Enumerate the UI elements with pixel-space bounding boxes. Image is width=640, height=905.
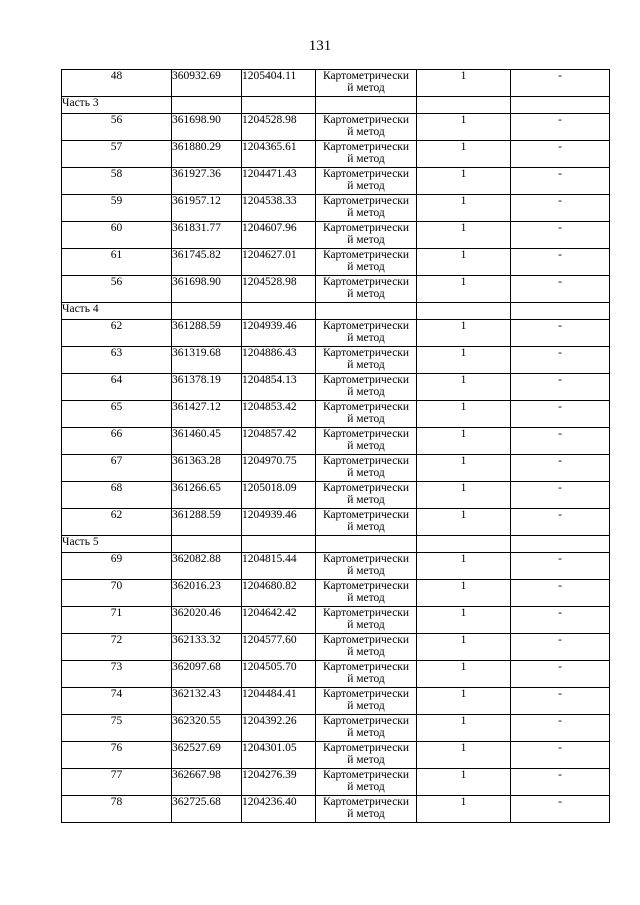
method-cell [316, 141, 417, 168]
point-row [62, 168, 610, 195]
description-cell: - [511, 70, 610, 97]
accuracy-cell: 1 [417, 114, 511, 141]
accuracy-cell: 1 [417, 455, 511, 482]
x-coordinate: 360932.69 [172, 70, 242, 97]
method-cell [316, 553, 417, 580]
empty-cell [417, 97, 511, 114]
empty-cell [316, 303, 417, 320]
x-coordinate: 361427.12 [172, 401, 242, 428]
accuracy-cell: 1 [417, 769, 511, 796]
method-text-line: й метод [347, 153, 385, 165]
point-number: 59 [62, 195, 172, 222]
accuracy-cell: 1 [417, 742, 511, 769]
point-number: 62 [62, 509, 172, 536]
point-number: 65 [62, 401, 172, 428]
description-cell: - [511, 249, 610, 276]
method-cell [316, 661, 417, 688]
accuracy-cell: 1 [417, 553, 511, 580]
point-number: 76 [62, 742, 172, 769]
method-cell [316, 769, 417, 796]
description-cell: - [511, 634, 610, 661]
accuracy-cell: 1 [417, 347, 511, 374]
accuracy-cell: 1 [417, 276, 511, 303]
point-number: 58 [62, 168, 172, 195]
part-label: Часть 5 [62, 536, 172, 553]
accuracy-cell: 1 [417, 428, 511, 455]
point-row [62, 320, 610, 347]
description-cell: - [511, 742, 610, 769]
description-cell: - [511, 796, 610, 823]
point-number: 78 [62, 796, 172, 823]
x-coordinate: 362667.98 [172, 769, 242, 796]
x-coordinate: 361363.28 [172, 455, 242, 482]
point-row [62, 580, 610, 607]
method-text-line: й метод [347, 467, 385, 479]
point-row [62, 634, 610, 661]
accuracy-cell: 1 [417, 607, 511, 634]
point-row [62, 114, 610, 141]
point-row [62, 509, 610, 536]
part-header-row [62, 303, 610, 320]
method-text-line: й метод [347, 207, 385, 219]
accuracy-cell: 1 [417, 580, 511, 607]
point-row [62, 222, 610, 249]
point-number: 74 [62, 688, 172, 715]
empty-cell [316, 97, 417, 114]
y-coordinate: 1204854.13 [242, 374, 316, 401]
empty-cell [417, 303, 511, 320]
description-cell: - [511, 222, 610, 249]
y-coordinate: 1204642.42 [242, 607, 316, 634]
empty-cell [316, 536, 417, 553]
method-text-line: й метод [347, 727, 385, 739]
method-cell [316, 374, 417, 401]
y-coordinate: 1204939.46 [242, 320, 316, 347]
x-coordinate: 361288.59 [172, 509, 242, 536]
point-row [62, 374, 610, 401]
method-text-line: Картометрически [322, 742, 410, 754]
empty-cell [172, 536, 242, 553]
method-text-line: й метод [347, 781, 385, 793]
point-row [62, 688, 610, 715]
y-coordinate: 1205018.09 [242, 482, 316, 509]
point-row [62, 661, 610, 688]
method-cell [316, 482, 417, 509]
accuracy-cell: 1 [417, 70, 511, 97]
method-text-line: Картометрически [322, 347, 410, 359]
x-coordinate: 361698.90 [172, 114, 242, 141]
part-header-row [62, 536, 610, 553]
x-coordinate: 362020.46 [172, 607, 242, 634]
empty-cell [172, 303, 242, 320]
empty-cell [511, 97, 610, 114]
accuracy-cell: 1 [417, 141, 511, 168]
method-cell [316, 347, 417, 374]
description-cell: - [511, 168, 610, 195]
x-coordinate: 361319.68 [172, 347, 242, 374]
y-coordinate: 1204939.46 [242, 509, 316, 536]
empty-cell [242, 536, 316, 553]
y-coordinate: 1204680.82 [242, 580, 316, 607]
point-row [62, 276, 610, 303]
point-row [62, 141, 610, 168]
point-number: 60 [62, 222, 172, 249]
x-coordinate: 362725.68 [172, 796, 242, 823]
description-cell: - [511, 769, 610, 796]
method-text-line: й метод [347, 592, 385, 604]
method-text-line: Картометрически [322, 688, 410, 700]
method-cell [316, 401, 417, 428]
point-number: 71 [62, 607, 172, 634]
x-coordinate: 362320.55 [172, 715, 242, 742]
description-cell: - [511, 661, 610, 688]
method-cell [316, 715, 417, 742]
point-row [62, 607, 610, 634]
method-text-line: й метод [347, 180, 385, 192]
y-coordinate: 1204236.40 [242, 796, 316, 823]
accuracy-cell: 1 [417, 634, 511, 661]
point-row [62, 796, 610, 823]
method-text-line: Картометрически [322, 320, 410, 332]
method-text-line: Картометрически [322, 455, 410, 467]
accuracy-cell: 1 [417, 195, 511, 222]
accuracy-cell: 1 [417, 168, 511, 195]
description-cell: - [511, 509, 610, 536]
empty-cell [172, 97, 242, 114]
point-row [62, 347, 610, 374]
y-coordinate: 1204577.60 [242, 634, 316, 661]
description-cell: - [511, 553, 610, 580]
method-text-line: й метод [347, 126, 385, 138]
point-row [62, 482, 610, 509]
x-coordinate: 361957.12 [172, 195, 242, 222]
y-coordinate: 1204392.26 [242, 715, 316, 742]
method-text-line: й метод [347, 754, 385, 766]
method-text-line: й метод [347, 808, 385, 820]
empty-cell [242, 303, 316, 320]
y-coordinate: 1204857.42 [242, 428, 316, 455]
method-text-line: й метод [347, 261, 385, 273]
method-text-line: Картометрически [322, 374, 410, 386]
empty-cell [511, 536, 610, 553]
method-text-line: й метод [347, 646, 385, 658]
coordinates-table [61, 69, 610, 823]
method-text-line: й метод [347, 565, 385, 577]
method-cell [316, 276, 417, 303]
point-number: 77 [62, 769, 172, 796]
description-cell: - [511, 428, 610, 455]
point-row [62, 742, 610, 769]
method-text-line: й метод [347, 440, 385, 452]
point-number: 56 [62, 276, 172, 303]
point-row [62, 553, 610, 580]
x-coordinate: 362016.23 [172, 580, 242, 607]
point-number: 70 [62, 580, 172, 607]
accuracy-cell: 1 [417, 661, 511, 688]
method-text-line: Картометрически [322, 222, 410, 234]
point-row [62, 195, 610, 222]
method-cell [316, 168, 417, 195]
x-coordinate: 361378.19 [172, 374, 242, 401]
accuracy-cell: 1 [417, 401, 511, 428]
point-row [62, 70, 610, 97]
point-number: 61 [62, 249, 172, 276]
method-cell [316, 580, 417, 607]
description-cell: - [511, 195, 610, 222]
method-text-line: Картометрически [322, 769, 410, 781]
accuracy-cell: 1 [417, 320, 511, 347]
y-coordinate: 1204365.61 [242, 141, 316, 168]
point-row [62, 715, 610, 742]
part-label: Часть 3 [62, 97, 172, 114]
method-cell [316, 114, 417, 141]
accuracy-cell: 1 [417, 509, 511, 536]
point-row [62, 428, 610, 455]
x-coordinate: 361266.65 [172, 482, 242, 509]
description-cell: - [511, 401, 610, 428]
point-row [62, 455, 610, 482]
point-number: 75 [62, 715, 172, 742]
description-cell: - [511, 688, 610, 715]
page-number: 131 [308, 38, 332, 54]
method-cell [316, 428, 417, 455]
point-number: 63 [62, 347, 172, 374]
description-cell: - [511, 320, 610, 347]
method-text-line: Картометрически [322, 715, 410, 727]
y-coordinate: 1204970.75 [242, 455, 316, 482]
method-cell [316, 688, 417, 715]
method-cell [316, 742, 417, 769]
method-cell [316, 249, 417, 276]
method-cell [316, 70, 417, 97]
y-coordinate: 1204538.33 [242, 195, 316, 222]
point-number: 64 [62, 374, 172, 401]
y-coordinate: 1204528.98 [242, 114, 316, 141]
method-text-line: й метод [347, 386, 385, 398]
y-coordinate: 1204528.98 [242, 276, 316, 303]
method-text-line: Картометрически [322, 580, 410, 592]
accuracy-cell: 1 [417, 796, 511, 823]
method-text-line: Картометрически [322, 70, 410, 82]
description-cell: - [511, 715, 610, 742]
point-number: 68 [62, 482, 172, 509]
method-text-line: й метод [347, 234, 385, 246]
description-cell: - [511, 114, 610, 141]
y-coordinate: 1204815.44 [242, 553, 316, 580]
accuracy-cell: 1 [417, 715, 511, 742]
accuracy-cell: 1 [417, 249, 511, 276]
description-cell: - [511, 482, 610, 509]
method-cell [316, 607, 417, 634]
empty-cell [511, 303, 610, 320]
coordinates-table-body [62, 70, 610, 823]
method-text-line: й метод [347, 673, 385, 685]
y-coordinate: 1204505.70 [242, 661, 316, 688]
method-text-line: Картометрически [322, 509, 410, 521]
method-text-line: Картометрически [322, 141, 410, 153]
method-cell [316, 455, 417, 482]
y-coordinate: 1204471.43 [242, 168, 316, 195]
y-coordinate: 1204886.43 [242, 347, 316, 374]
method-cell [316, 222, 417, 249]
method-text-line: Картометрически [322, 796, 410, 808]
x-coordinate: 361880.29 [172, 141, 242, 168]
description-cell: - [511, 374, 610, 401]
point-number: 66 [62, 428, 172, 455]
method-cell [316, 634, 417, 661]
description-cell: - [511, 455, 610, 482]
method-text-line: й метод [347, 332, 385, 344]
part-header-row [62, 97, 610, 114]
accuracy-cell: 1 [417, 688, 511, 715]
method-text-line: й метод [347, 288, 385, 300]
y-coordinate: 1204301.05 [242, 742, 316, 769]
y-coordinate: 1205404.11 [242, 70, 316, 97]
method-text-line: Картометрически [322, 249, 410, 261]
x-coordinate: 362133.32 [172, 634, 242, 661]
x-coordinate: 361831.77 [172, 222, 242, 249]
method-cell [316, 796, 417, 823]
method-text-line: й метод [347, 359, 385, 371]
description-cell: - [511, 580, 610, 607]
method-text-line: Картометрически [322, 168, 410, 180]
point-row [62, 401, 610, 428]
description-cell: - [511, 141, 610, 168]
method-text-line: Картометрически [322, 114, 410, 126]
method-cell [316, 509, 417, 536]
point-number: 73 [62, 661, 172, 688]
method-text-line: Картометрически [322, 607, 410, 619]
method-text-line: Картометрически [322, 195, 410, 207]
x-coordinate: 361927.36 [172, 168, 242, 195]
x-coordinate: 361288.59 [172, 320, 242, 347]
method-text-line: Картометрически [322, 634, 410, 646]
y-coordinate: 1204276.39 [242, 769, 316, 796]
y-coordinate: 1204627.01 [242, 249, 316, 276]
y-coordinate: 1204484.41 [242, 688, 316, 715]
method-text-line: Картометрически [322, 401, 410, 413]
method-text-line: й метод [347, 700, 385, 712]
method-text-line: Картометрически [322, 428, 410, 440]
point-number: 67 [62, 455, 172, 482]
empty-cell [417, 536, 511, 553]
method-cell [316, 320, 417, 347]
x-coordinate: 361745.82 [172, 249, 242, 276]
method-text-line: Картометрически [322, 276, 410, 288]
description-cell: - [511, 276, 610, 303]
empty-cell [242, 97, 316, 114]
point-number: 48 [62, 70, 172, 97]
x-coordinate: 362527.69 [172, 742, 242, 769]
x-coordinate: 362132.43 [172, 688, 242, 715]
method-text-line: Картометрически [322, 553, 410, 565]
x-coordinate: 361460.45 [172, 428, 242, 455]
method-cell [316, 195, 417, 222]
point-row [62, 769, 610, 796]
x-coordinate: 362082.88 [172, 553, 242, 580]
point-number: 69 [62, 553, 172, 580]
point-number: 57 [62, 141, 172, 168]
y-coordinate: 1204853.42 [242, 401, 316, 428]
method-text-line: Картометрически [322, 661, 410, 673]
y-coordinate: 1204607.96 [242, 222, 316, 249]
part-label: Часть 4 [62, 303, 172, 320]
point-number: 62 [62, 320, 172, 347]
method-text-line: й метод [347, 521, 385, 533]
point-row [62, 249, 610, 276]
method-text-line: й метод [347, 494, 385, 506]
description-cell: - [511, 347, 610, 374]
accuracy-cell: 1 [417, 482, 511, 509]
method-text-line: й метод [347, 619, 385, 631]
method-text-line: Картометрически [322, 482, 410, 494]
method-text-line: й метод [347, 413, 385, 425]
point-number: 56 [62, 114, 172, 141]
accuracy-cell: 1 [417, 374, 511, 401]
method-text-line: й метод [347, 82, 385, 94]
description-cell: - [511, 607, 610, 634]
x-coordinate: 361698.90 [172, 276, 242, 303]
point-number: 72 [62, 634, 172, 661]
x-coordinate: 362097.68 [172, 661, 242, 688]
accuracy-cell: 1 [417, 222, 511, 249]
